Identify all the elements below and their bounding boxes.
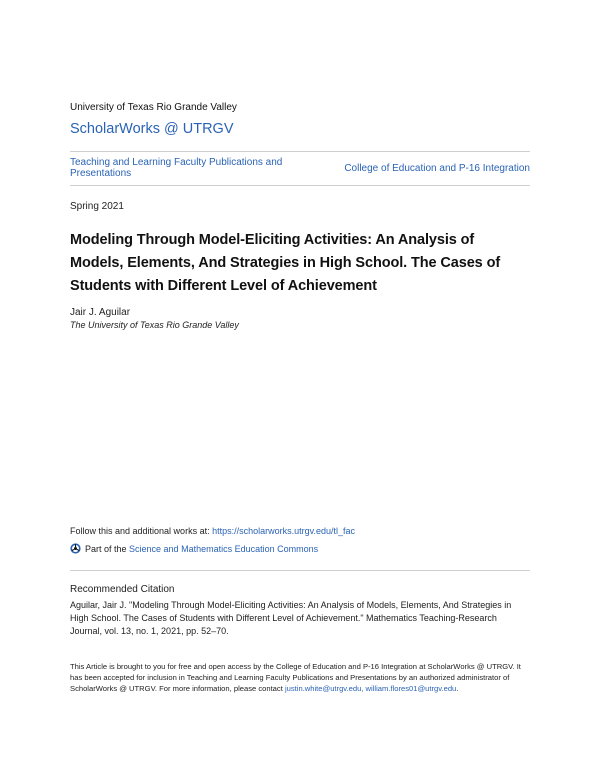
collection-url-link[interactable]: https://scholarworks.utrgv.edu/tl_fac xyxy=(212,526,355,536)
access-notice xyxy=(70,661,530,694)
citation-heading: Recommended Citation xyxy=(70,584,175,595)
series-link[interactable]: Teaching and Learning Faculty Publications and Presentations xyxy=(70,157,283,179)
author-name: Jair J. Aguilar xyxy=(70,307,131,318)
access-notice-text: This Article is brought to you for free and open access by the College of Education and P-16 Integration at ScholarWorks @ UTRGV. It has been accepted for inclusion in Teaching and Learning Faculty Publications and Presentations by an authorized administrator of ScholarWorks @ UTRGV. For more information, please contact xyxy=(70,662,521,693)
citation-text: Aguilar, Jair J. "Modeling Through Model-Eliciting Activities: An Analysis of Models, Elements, And Strategies in High School. The Cases of Students with Different Level of Achievement." Mathematics Teaching-Research Journal, vol. 13, no. 1, 2021, pp. 52–70. xyxy=(70,600,512,636)
divider xyxy=(70,185,530,186)
part-of-line xyxy=(70,543,318,554)
publication-date: Spring 2021 xyxy=(70,201,124,212)
email-link-flores[interactable]: william.flores01@utrgv.edu xyxy=(365,684,457,693)
email-link-white[interactable]: justin.white@utrgv.edu xyxy=(284,684,362,693)
repository-link[interactable]: ScholarWorks @ UTRGV xyxy=(70,121,234,137)
article-title: Modeling Through Model-Eliciting Activities: An Analysis of Models, Elements, And Strategies in High School. The Cases of Students with Different Level of Achievement xyxy=(70,232,501,294)
author-affiliation: The University of Texas Rio Grande Valley xyxy=(70,320,239,330)
part-of-prefix: Part of the xyxy=(85,544,130,554)
institution-name: University of Texas Rio Grande Valley xyxy=(70,102,237,113)
commons-link[interactable]: Science and Mathematics Education Commons xyxy=(129,544,319,554)
divider xyxy=(70,151,530,152)
notice-end: . xyxy=(456,684,459,693)
college-link[interactable]: College of Education and P-16 Integration xyxy=(344,163,530,174)
divider xyxy=(70,570,530,571)
email-separator: , xyxy=(361,684,366,693)
commons-network-icon xyxy=(70,543,81,554)
follow-line xyxy=(70,526,355,536)
follow-prefix: Follow this and additional works at: xyxy=(70,526,213,536)
